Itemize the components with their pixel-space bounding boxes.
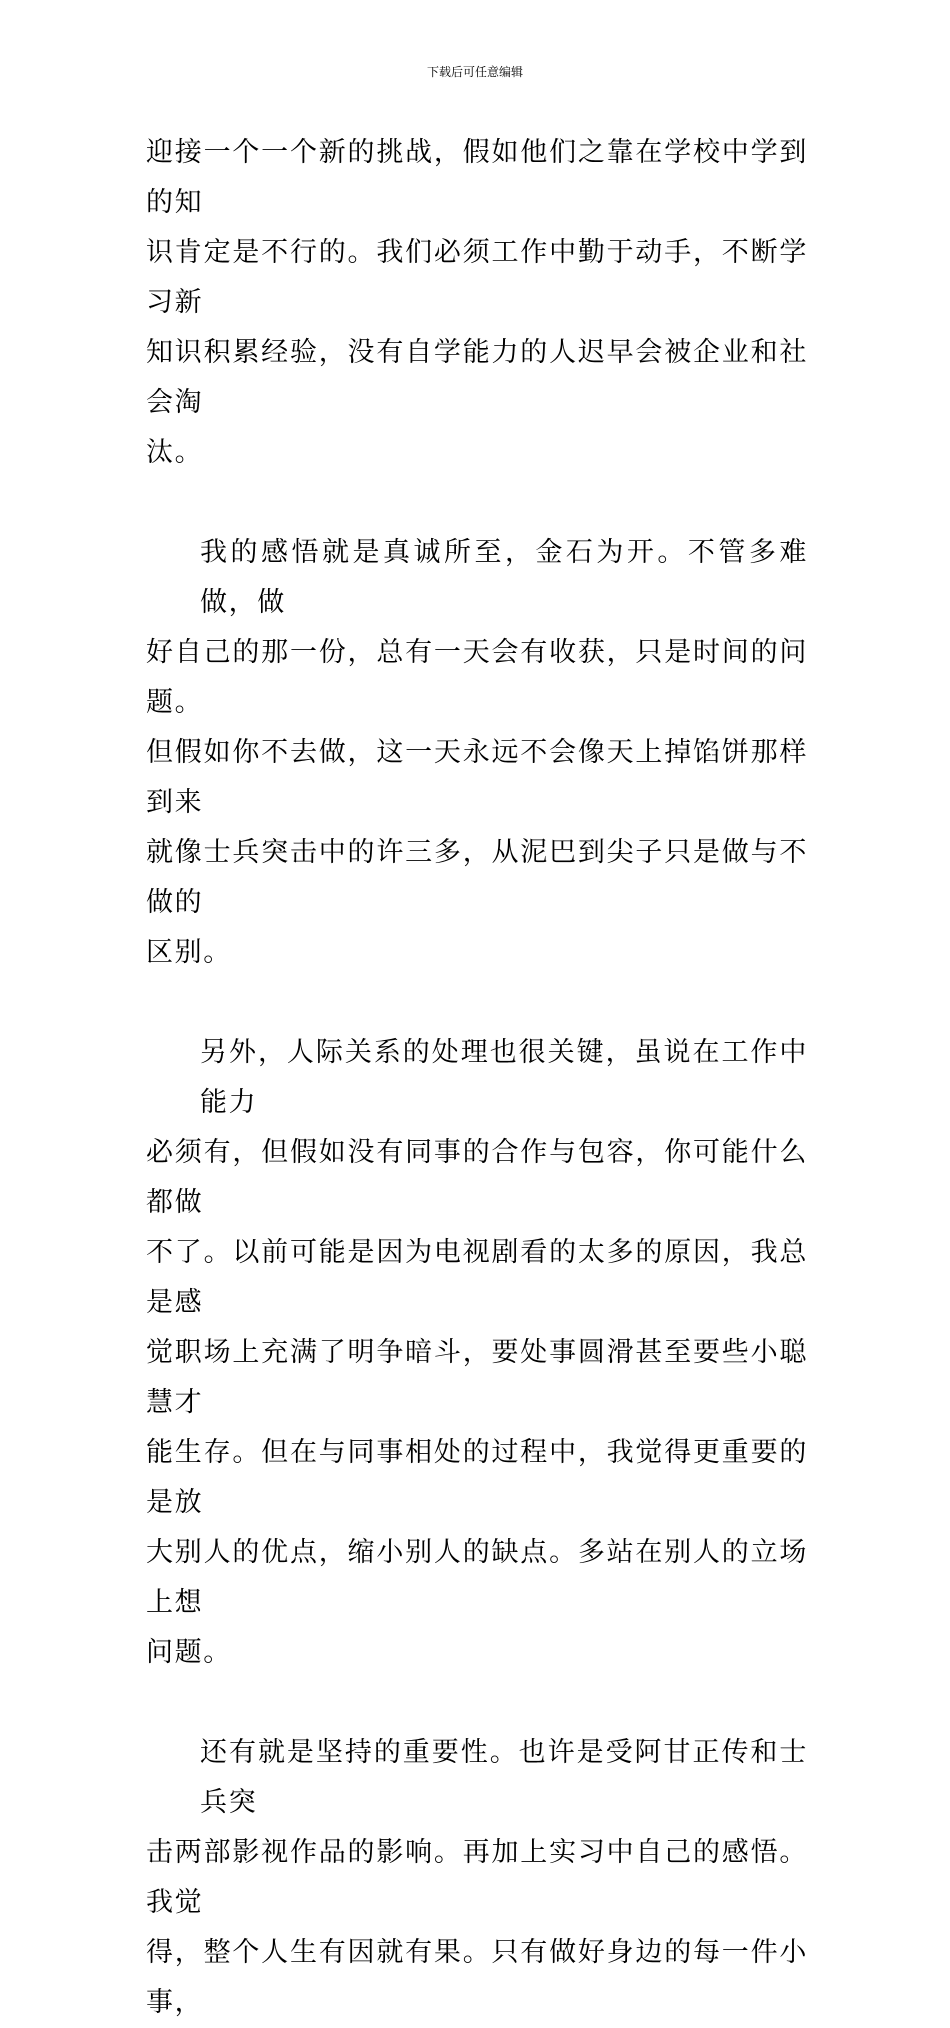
paragraph-2 — [146, 528, 808, 978]
text-line: 得，整个人生有因就有果。只有做好身边的每一件小事， — [146, 1937, 808, 2018]
document-body — [146, 128, 808, 2028]
paragraph-4 — [146, 1728, 808, 2028]
paragraph-spacer — [146, 478, 808, 528]
paragraph-1 — [146, 128, 808, 478]
paragraph-3 — [146, 1028, 808, 1678]
text-line: 识肯定是不行的。我们必须工作中勤于动手，不断学习新 — [146, 237, 808, 318]
text-line: 就像士兵突击中的许三多，从泥巴到尖子只是做与不做的 — [146, 837, 808, 918]
text-line: 迎接一个一个新的挑战，假如他们之靠在学校中学到的知 — [146, 137, 808, 218]
text-line: 但假如你不去做，这一天永远不会像天上掉馅饼那样到来 — [146, 737, 808, 818]
text-line: 知识积累经验，没有自学能力的人迟早会被企业和社会淘 — [146, 337, 808, 418]
paragraph-spacer — [146, 978, 808, 1028]
text-line: 还有就是坚持的重要性。也许是受阿甘正传和士兵突 — [200, 1737, 808, 1818]
text-line: 大别人的优点，缩小别人的缺点。多站在别人的立场上想 — [146, 1537, 808, 1618]
text-line: 觉职场上充满了明争暗斗，要处事圆滑甚至要些小聪慧才 — [146, 1337, 808, 1418]
paragraph-spacer — [146, 1678, 808, 1728]
text-line: 问题。 — [146, 1637, 232, 1668]
page-header-note: 下载后可任意编辑 — [426, 65, 523, 79]
text-line: 好自己的那一份，总有一天会有收获，只是时间的问题。 — [146, 637, 808, 718]
text-line: 我的感悟就是真诚所至，金石为开。不管多难做，做 — [200, 537, 808, 618]
text-line: 击两部影视作品的影响。再加上实习中自己的感悟。我觉 — [146, 1837, 808, 1918]
text-line: 区别。 — [146, 937, 232, 968]
text-line: 汰。 — [146, 437, 204, 468]
text-line: 另外，人际关系的处理也很关键，虽说在工作中能力 — [200, 1037, 808, 1118]
text-line: 能生存。但在与同事相处的过程中，我觉得更重要的是放 — [146, 1437, 808, 1518]
text-line: 不了。以前可能是因为电视剧看的太多的原因，我总是感 — [146, 1237, 808, 1318]
text-line: 必须有，但假如没有同事的合作与包容，你可能什么都做 — [146, 1137, 808, 1218]
